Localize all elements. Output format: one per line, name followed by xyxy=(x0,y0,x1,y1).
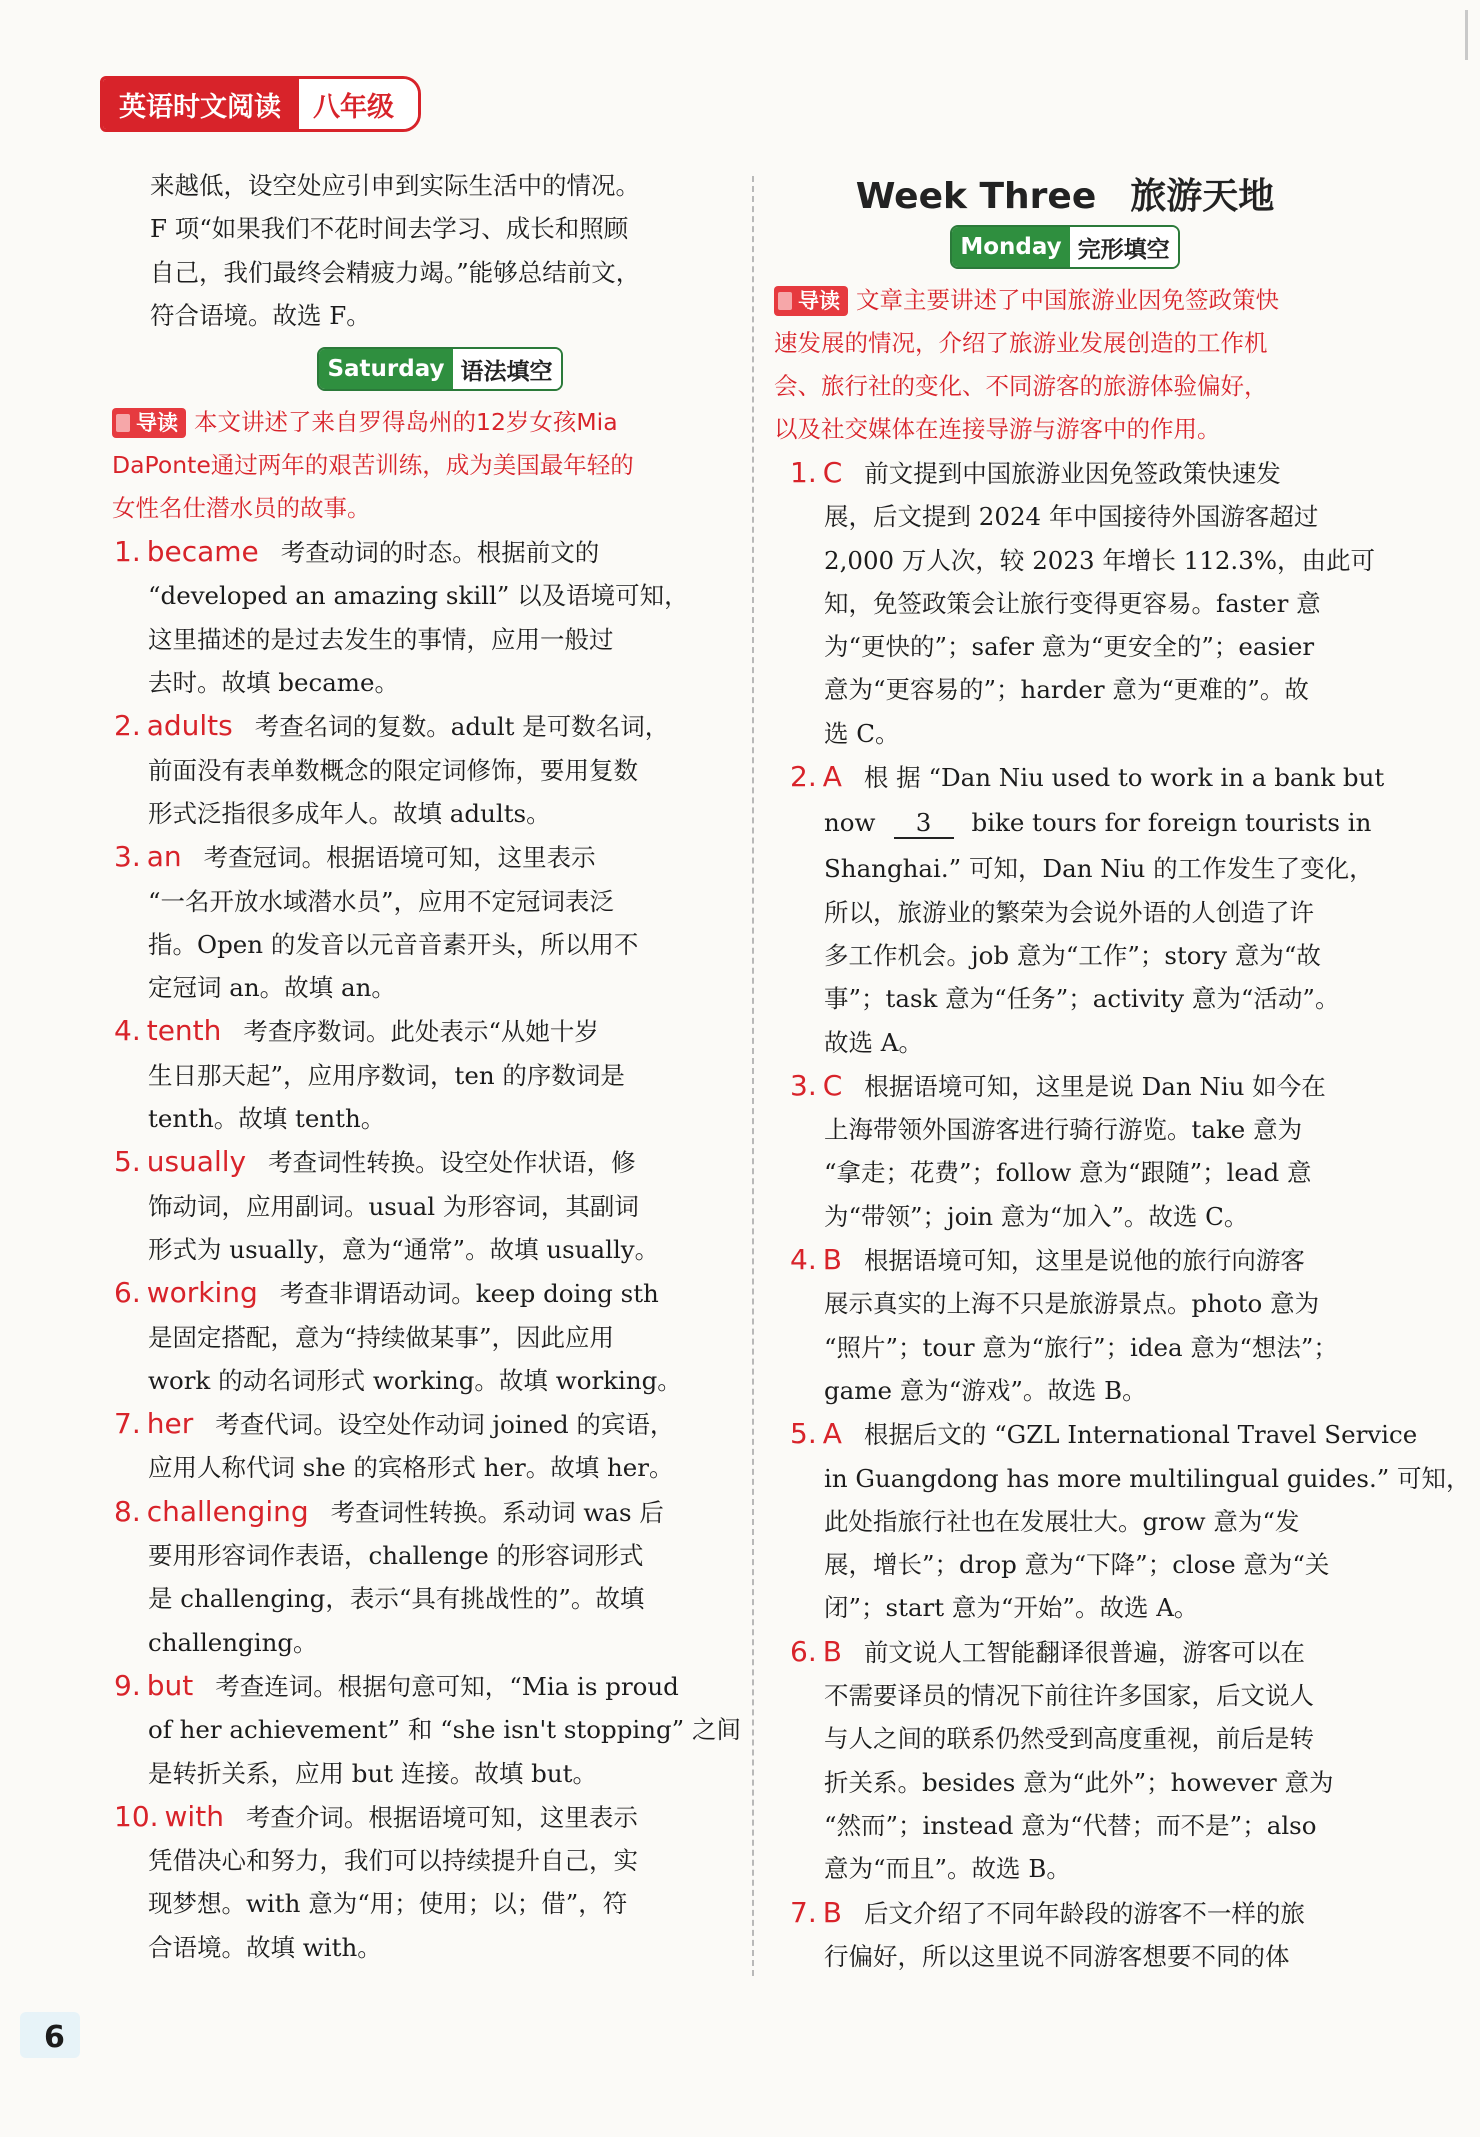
week-title-cn: 旅游天地 xyxy=(1130,176,1275,217)
answer-text-line: 前文提到中国旅游业因免签政策快速发 xyxy=(864,459,1281,488)
answer-text-line: 形式泛指很多成年人。故填 adults。 xyxy=(148,798,551,828)
answer-number: 4. xyxy=(790,1243,817,1277)
answer-text-line: 多工作机会。job 意为“工作”；story 意为“故 xyxy=(824,940,1321,970)
answer-text-line: 不需要译员的情况下前往许多国家，后文说人 xyxy=(824,1681,1314,1711)
section-type: 语法填空 xyxy=(453,349,561,389)
edge-mark xyxy=(1465,10,1468,60)
intro-line: 会、旅行社的变化、不同游客的旅游体验偏好， xyxy=(774,372,1268,400)
answer-text-line: 根据语境可知，这里是说他的旅行向游客 xyxy=(863,1246,1305,1276)
answer-word: but xyxy=(146,1668,194,1702)
answer-item xyxy=(790,1238,1350,1412)
answer-item xyxy=(114,1140,730,1271)
answer-text-line: “照片”；tour 意为“旅行”；idea 意为“想法”； xyxy=(824,1332,1338,1362)
answer-text-line: 后文介绍了不同年龄段的游客不一样的旅 xyxy=(863,1898,1305,1928)
answer-text-line: 知，免签政策会让旅行变得更容易。faster 意 xyxy=(824,588,1321,618)
answer-text-line: in Guangdong has more multilingual guides.” 可知， xyxy=(824,1463,1471,1493)
answer-word: C xyxy=(822,1068,843,1102)
intro-block xyxy=(774,279,1350,451)
answer-number: 1. xyxy=(114,535,141,569)
answer-number: 7. xyxy=(790,1895,817,1929)
left-column xyxy=(112,164,741,1969)
answer-number: 7. xyxy=(114,1407,141,1441)
answer-text-line: 考查非谓语动词。keep doing sth xyxy=(279,1279,659,1309)
answer-text-line: 选 C。 xyxy=(824,718,900,748)
answer-text-line: 去时。故填 became。 xyxy=(148,668,400,698)
text-line: 自己，我们最终会精疲力竭。”能够总结前文， xyxy=(150,257,641,287)
answer-text-line: 为“更快的”；safer 意为“更安全的”；easier xyxy=(824,632,1315,662)
answer-text-line: 是转折关系，应用 but 连接。故填 but。 xyxy=(148,1758,597,1788)
answer-item xyxy=(114,1490,730,1664)
section-day: Monday xyxy=(952,227,1069,267)
answer-text-line: 展，后文提到 2024 年中国接待外国游客超过 xyxy=(824,502,1319,532)
answer-text-line: 展示真实的上海不只是旅游景点。photo 意为 xyxy=(824,1289,1320,1319)
answer-item xyxy=(114,1664,741,1795)
answer-item xyxy=(790,1412,1471,1629)
answer-text-line: 这里描述的是过去发生的事情，应用一般过 xyxy=(148,624,614,654)
answer-number: 5. xyxy=(114,1145,141,1179)
answer-text-line: 上海带领外国游客进行骑行游览。take 意为 xyxy=(824,1115,1303,1145)
answer-text-line: 前文说人工智能翻译很普遍，游客可以在 xyxy=(863,1637,1305,1667)
answer-text-line: game 意为“游戏”。故选 B。 xyxy=(824,1375,1147,1405)
answer-word: adults xyxy=(146,709,233,743)
answer-text-line: 折关系。besides 意为“此外”；however 意为 xyxy=(824,1767,1334,1797)
answer-text-line: 故选 A。 xyxy=(824,1027,923,1057)
answer-number: 10. xyxy=(114,1799,159,1833)
answer-text-line: “拿走；花费”；follow 意为“跟随”；lead 意 xyxy=(824,1158,1312,1188)
page-number: 6 xyxy=(44,2020,65,2055)
week-title xyxy=(780,168,1350,219)
answer-number: 6. xyxy=(114,1276,141,1310)
answer-word: working xyxy=(146,1276,258,1310)
answer-item xyxy=(790,755,1385,1064)
answer-text-line: 根 据 “Dan Niu used to work in a bank but xyxy=(863,763,1385,793)
intro-line: 文章主要讲述了中国旅游业因免签政策快 xyxy=(856,286,1279,314)
guide-tag: 导读 xyxy=(774,286,848,316)
answer-text-line: 合语境。故填 with。 xyxy=(148,1932,382,1962)
answer-text-line: 展，增长”；drop 意为“下降”；close 意为“关 xyxy=(824,1550,1330,1580)
intro-line: 速发展的情况，介绍了旅游业发展创造的工作机 xyxy=(774,329,1268,357)
answer-text-line: 此处指旅行社也在发展壮大。grow 意为“发 xyxy=(824,1506,1300,1536)
answer-text-line: 考查词性转换。设空处作状语，修 xyxy=(268,1148,636,1178)
answer-word: B xyxy=(822,1895,842,1929)
flag-icon xyxy=(116,414,130,432)
answer-text-line: 根据语境可知，这里是说 Dan Niu 如今在 xyxy=(864,1071,1326,1101)
answer-item xyxy=(114,1271,730,1402)
answer-text-line: 饰动词，应用副词。usual 为形容词，其副词 xyxy=(148,1191,639,1221)
answer-word: her xyxy=(146,1407,194,1441)
answer-text-line: 考查冠词。根据语境可知，这里表示 xyxy=(203,843,596,873)
answer-text-line: 定冠词 an。故填 an。 xyxy=(148,973,396,1003)
answer-text-line: challenging。 xyxy=(148,1627,318,1657)
answer-word: with xyxy=(164,1799,224,1833)
answer-number: 9. xyxy=(114,1668,141,1702)
text-line: 来越低，设空处应引申到实际生活中的情况。 xyxy=(150,171,640,200)
blank-line-after: bike tours for foreign tourists in xyxy=(971,808,1372,838)
book-title: 英语时文阅读 xyxy=(103,79,299,129)
answer-text-line: 考查代词。设空处作动词 joined 的宾语， xyxy=(215,1410,675,1440)
answer-text-line: 指。Open 的发音以元音音素开头，所以用不 xyxy=(148,929,639,959)
column-divider xyxy=(752,176,754,1976)
answer-text-line: 考查介词。根据语境可知，这里表示 xyxy=(245,1802,638,1832)
grade-label: 八年级 xyxy=(299,79,418,129)
intro-line: DaPonte通过两年的艰苦训练，成为美国最年轻的 xyxy=(112,451,634,480)
answer-item xyxy=(114,1009,730,1140)
answer-text-line: 凭借决心和努力，我们可以持续提升自己，实 xyxy=(148,1846,638,1876)
guide-tag: 导读 xyxy=(112,408,186,438)
answer-word: C xyxy=(822,456,843,489)
answer-text-line: 意为“而且”。故选 B。 xyxy=(824,1854,1071,1884)
text-line: F 项“如果我们不花时间去学习、成长和照顾 xyxy=(150,214,629,244)
answer-word: usually xyxy=(146,1145,247,1179)
intro-line: 本文讲述了来自罗得岛州的12岁女孩Mia xyxy=(194,408,618,437)
answer-text-line: 考查序数词。此处表示“从她十岁 xyxy=(243,1017,599,1047)
answer-word: B xyxy=(822,1243,842,1277)
answer-text-line: 考查词性转换。系动词 was 后 xyxy=(330,1497,664,1527)
answer-text-line: 闭”；start 意为“开始”。故选 A。 xyxy=(824,1593,1199,1623)
answer-word: A xyxy=(822,760,842,794)
answer-text-line: 形式为 usually，意为“通常”。故填 usually。 xyxy=(148,1234,660,1264)
answer-item xyxy=(790,1891,1350,1979)
answer-item xyxy=(790,451,1376,755)
answer-text-line: 现梦想。with 意为“用；使用；以；借”，符 xyxy=(148,1889,628,1919)
answer-item xyxy=(790,1064,1350,1238)
answer-text-line: 考查动词的时态。根据前文的 xyxy=(280,538,600,568)
answer-text-line: 考查名词的复数。adult 是可数名词， xyxy=(254,712,670,742)
week-title-en: Week Three xyxy=(855,176,1097,217)
answer-word: A xyxy=(822,1417,842,1451)
answer-list xyxy=(790,451,1471,1978)
answer-text-line: 是 challenging，表示“具有挑战性的”。故填 xyxy=(148,1584,645,1614)
section-type: 完形填空 xyxy=(1070,227,1178,267)
answer-text-line: 意为“更容易的”；harder 意为“更难的”。故 xyxy=(824,675,1309,705)
answer-number: 3. xyxy=(790,1068,817,1102)
answer-number: 3. xyxy=(114,840,141,874)
answer-text-line: 生日那天起”，应用序数词，ten 的序数词是 xyxy=(148,1060,625,1090)
section-tag-saturday xyxy=(150,347,730,391)
answer-number: 2. xyxy=(114,709,141,743)
answer-text-line: 事”；task 意为“任务”；activity 意为“活动”。 xyxy=(824,984,1340,1014)
answer-text-line: 行偏好，所以这里说不同游客想要不同的体 xyxy=(824,1941,1290,1971)
answer-text-line: 2,000 万人次，较 2023 年增长 112.3%，由此可 xyxy=(824,545,1376,575)
answer-number: 1. xyxy=(790,456,817,489)
answer-word: challenging xyxy=(146,1494,309,1528)
answer-text-line: tenth。故填 tenth。 xyxy=(148,1104,386,1134)
blank-line-before: now xyxy=(824,808,876,838)
answer-item xyxy=(790,1630,1350,1891)
intro-line: 女性名仕潜水员的故事。 xyxy=(112,494,371,523)
blank-number: 3 xyxy=(894,809,954,839)
text-line: 符合语境。故选 F。 xyxy=(150,300,371,330)
answer-text-line: “developed an amazing skill” 以及语境可知， xyxy=(148,581,689,611)
answer-text-line: 考查连词。根据句意可知，“Mia is proud xyxy=(215,1671,679,1701)
answer-list xyxy=(114,530,741,1969)
answer-text-line: 为“带领”；join 意为“加入”。故选 C。 xyxy=(824,1201,1249,1231)
answer-text-line: work 的动名词形式 working。故填 working。 xyxy=(148,1365,682,1395)
answer-number: 2. xyxy=(790,760,817,794)
answer-text-line: of her achievement” 和 “she isn't stopping” 之间 xyxy=(148,1715,741,1745)
intro-block xyxy=(112,401,730,530)
right-column xyxy=(774,164,1471,1978)
answer-text-line: 前面没有表单数概念的限定词修饰，要用复数 xyxy=(148,755,638,785)
blank-line xyxy=(790,799,1372,847)
flag-icon xyxy=(778,292,792,310)
answer-text-line: Shanghai.” 可知，Dan Niu 的工作发生了变化， xyxy=(824,854,1374,884)
answer-word: tenth xyxy=(146,1014,222,1048)
answer-text-line: 是固定搭配，意为“持续做某事”，因此应用 xyxy=(148,1322,615,1352)
answer-text-line: 应用人称代词 she 的宾格形式 her。故填 her。 xyxy=(148,1453,674,1483)
answer-text-line: “一名开放水域潜水员”，应用不定冠词表泛 xyxy=(148,886,615,916)
answer-number: 5. xyxy=(790,1417,817,1451)
continuation-text xyxy=(150,164,730,337)
answer-text-line: 根据后文的 “GZL International Travel Service xyxy=(863,1420,1418,1450)
answer-item xyxy=(114,1402,730,1490)
answer-number: 4. xyxy=(114,1014,141,1048)
answer-word: B xyxy=(822,1634,842,1668)
answer-item xyxy=(114,704,730,835)
intro-line: 以及社交媒体在连接导游与游客中的作用。 xyxy=(774,415,1221,443)
answer-item xyxy=(114,530,730,704)
answer-word: became xyxy=(146,535,259,569)
answer-word: an xyxy=(146,840,182,874)
answer-text-line: 所以，旅游业的繁荣为会说外语的人创造了许 xyxy=(824,897,1314,927)
answer-number: 8. xyxy=(114,1494,141,1528)
section-day: Saturday xyxy=(319,349,452,389)
answer-number: 6. xyxy=(790,1634,817,1668)
answer-text-line: 要用形容词作表语，challenge 的形容词形式 xyxy=(148,1541,644,1571)
section-tag-monday xyxy=(780,225,1350,269)
answer-text-line: 与人之间的联系仍然受到高度重视，前后是转 xyxy=(824,1724,1314,1754)
answer-item xyxy=(114,1795,730,1969)
book-badge xyxy=(100,76,421,132)
answer-item xyxy=(114,835,730,1009)
answer-text-line: “然而”；instead 意为“代替；而不是”；also xyxy=(824,1810,1317,1840)
